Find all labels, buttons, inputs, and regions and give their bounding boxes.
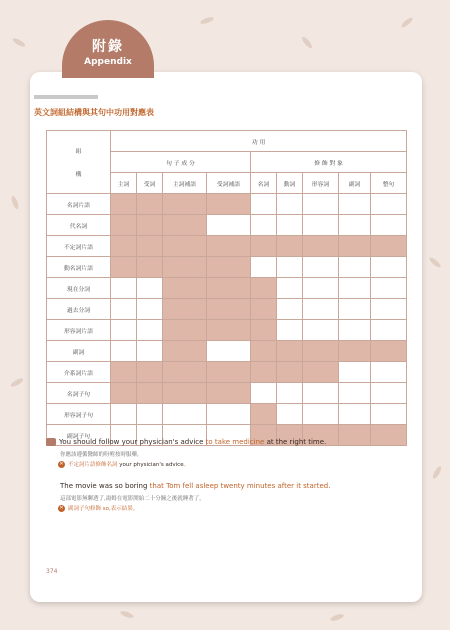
column-header: 主詞補語: [163, 173, 207, 194]
example-2-note: [58, 504, 138, 512]
table-cell-filled: [163, 236, 207, 257]
column-header: 副詞: [339, 173, 371, 194]
example-1-note-post: 。: [183, 462, 190, 468]
example-1-translation: 你應該遵循醫師的吩咐按時服藥。: [60, 452, 143, 458]
corner-top-label: 組: [75, 149, 82, 155]
row-label: 代名詞: [47, 215, 111, 236]
appendix-tab: [62, 20, 154, 78]
table-cell-empty: [339, 278, 371, 299]
table-cell-empty: [303, 404, 339, 425]
table-cell-empty: [339, 215, 371, 236]
table-cell-empty: [303, 320, 339, 341]
table-cell-empty: [371, 404, 407, 425]
table-row: [47, 320, 407, 341]
function-header: 功 用: [111, 131, 407, 152]
example-2-translation: 這部電影無聊透了,湯姆在電影開始二十分鐘之後就睡著了。: [60, 496, 205, 502]
table-cell-filled: [111, 257, 137, 278]
column-header: 名詞: [251, 173, 277, 194]
example-1-highlight: to take medicine: [205, 438, 265, 446]
table-cell-empty: [207, 341, 251, 362]
table-row: [47, 257, 407, 278]
table-cell-filled: [207, 362, 251, 383]
table-cell-empty: [303, 383, 339, 404]
table-cell-empty: [277, 278, 303, 299]
column-header: 整句: [371, 173, 407, 194]
table-cell-empty: [163, 404, 207, 425]
table-cell-empty: [207, 215, 251, 236]
table-cell-filled: [137, 236, 163, 257]
table-cell-filled: [339, 425, 371, 446]
row-label: 現在分詞: [47, 278, 111, 299]
table-cell-empty: [251, 194, 277, 215]
table-cell-empty: [339, 320, 371, 341]
table-cell-filled: [303, 362, 339, 383]
table-cell-empty: [111, 278, 137, 299]
table-cell-filled: [137, 257, 163, 278]
table-cell-filled: [111, 362, 137, 383]
table-cell-filled: [163, 278, 207, 299]
table-cell-filled: [163, 341, 207, 362]
table-cell-empty: [251, 257, 277, 278]
table-cell-empty: [371, 320, 407, 341]
table-cell-empty: [303, 194, 339, 215]
table-cell-filled: [371, 236, 407, 257]
example-2-pre: The movie was so boring: [60, 482, 150, 490]
table-cell-filled: [277, 362, 303, 383]
example-1-note: [58, 460, 189, 468]
table-row: [47, 341, 407, 362]
column-header: 形容詞: [303, 173, 339, 194]
table-cell-empty: [277, 383, 303, 404]
table-cell-filled: [137, 362, 163, 383]
table-cell-filled: [163, 194, 207, 215]
table-cell-empty: [137, 278, 163, 299]
table-cell-empty: [303, 278, 339, 299]
group-header-modify: 修 飾 對 象: [251, 152, 407, 173]
row-label: 介系詞片語: [47, 362, 111, 383]
table-cell-empty: [277, 404, 303, 425]
table-cell-filled: [251, 341, 277, 362]
table-cell-filled: [207, 278, 251, 299]
table-cell-filled: [111, 215, 137, 236]
table-cell-filled: [163, 215, 207, 236]
table-cell-filled: [251, 320, 277, 341]
table-row: [47, 383, 407, 404]
table-cell-empty: [371, 362, 407, 383]
table-cell-empty: [251, 383, 277, 404]
corner-bottom-label: 構: [75, 172, 82, 178]
table-cell-filled: [111, 194, 137, 215]
table-cell-empty: [137, 320, 163, 341]
example-1-note-pre: 不定詞片語修飾名詞: [68, 462, 118, 468]
column-header: 動詞: [277, 173, 303, 194]
example-badge-icon: [46, 438, 56, 446]
row-label: 形容詞子句: [47, 404, 111, 425]
table-cell-empty: [339, 404, 371, 425]
table-cell-filled: [207, 299, 251, 320]
page-title: 英文詞組結構與其句中功用對應表: [34, 108, 154, 117]
table-cell-filled: [137, 194, 163, 215]
table-corner-cell: [47, 131, 111, 194]
table-cell-filled: [163, 299, 207, 320]
appendix-tab-en: Appendix: [84, 57, 132, 67]
table-cell-filled: [207, 257, 251, 278]
table-cell-empty: [371, 215, 407, 236]
table-cell-empty: [371, 194, 407, 215]
table-row: [47, 299, 407, 320]
example-1-post: at the right time.: [264, 438, 327, 446]
note-marker-icon: ✕: [59, 505, 64, 511]
appendix-tab-zh: 附錄: [92, 39, 124, 55]
note-marker-icon: ✕: [59, 461, 64, 467]
row-label: 副詞: [47, 341, 111, 362]
table-row: [47, 404, 407, 425]
table-cell-filled: [251, 362, 277, 383]
table-cell-filled: [371, 341, 407, 362]
table-cell-filled: [303, 341, 339, 362]
column-header: 受詞補語: [207, 173, 251, 194]
table-cell-filled: [207, 194, 251, 215]
table-cell-empty: [111, 299, 137, 320]
table-cell-filled: [111, 383, 137, 404]
table-cell-empty: [371, 383, 407, 404]
table-row: [47, 194, 407, 215]
table-cell-empty: [339, 383, 371, 404]
table-cell-filled: [251, 236, 277, 257]
example-1: [46, 438, 326, 446]
table-cell-empty: [277, 215, 303, 236]
table-cell-filled: [339, 236, 371, 257]
function-table: [46, 130, 407, 446]
table-cell-filled: [371, 425, 407, 446]
table-cell-filled: [137, 215, 163, 236]
table-cell-filled: [163, 257, 207, 278]
table-cell-empty: [277, 257, 303, 278]
table-cell-filled: [163, 362, 207, 383]
table-cell-empty: [371, 257, 407, 278]
table-cell-filled: [339, 341, 371, 362]
table-cell-empty: [277, 320, 303, 341]
row-label: 過去分詞: [47, 299, 111, 320]
table-cell-empty: [111, 320, 137, 341]
table-row: [47, 236, 407, 257]
row-label: 動名詞片語: [47, 257, 111, 278]
table-cell-filled: [163, 320, 207, 341]
column-header: 主詞: [111, 173, 137, 194]
row-label: 形容詞片語: [47, 320, 111, 341]
table-cell-filled: [207, 383, 251, 404]
table-cell-empty: [371, 299, 407, 320]
table-cell-empty: [303, 257, 339, 278]
row-label: 副詞子句: [47, 425, 111, 446]
table-cell-empty: [277, 194, 303, 215]
table-cell-empty: [303, 215, 339, 236]
table-cell-empty: [339, 194, 371, 215]
table-cell-filled: [277, 236, 303, 257]
table-cell-filled: [207, 320, 251, 341]
table-cell-empty: [137, 341, 163, 362]
table-cell-empty: [111, 341, 137, 362]
table-cell-filled: [277, 341, 303, 362]
table-cell-empty: [339, 257, 371, 278]
table-cell-empty: [277, 299, 303, 320]
table-cell-empty: [339, 299, 371, 320]
group-header-sentence: 句 子 成 分: [111, 152, 251, 173]
table-cell-empty: [207, 404, 251, 425]
example-2: [60, 482, 330, 490]
row-label: 名詞片語: [47, 194, 111, 215]
table-cell-filled: [303, 236, 339, 257]
table-cell-empty: [339, 362, 371, 383]
example-1-note-hl: your physician's advice: [117, 462, 184, 468]
example-1-pre: You should follow your physician's advice: [59, 438, 206, 446]
table-cell-filled: [111, 236, 137, 257]
row-label: 名詞子句: [47, 383, 111, 404]
example-2-highlight: that Tom fell asleep twenty minutes after it started.: [149, 482, 331, 490]
table-row: [47, 278, 407, 299]
table-cell-empty: [137, 299, 163, 320]
title-rule: [34, 95, 98, 99]
table-row: [47, 362, 407, 383]
row-label: 不定詞片語: [47, 236, 111, 257]
table-cell-filled: [251, 278, 277, 299]
table-cell-filled: [137, 383, 163, 404]
table-row: [47, 215, 407, 236]
column-header: 受詞: [137, 173, 163, 194]
example-2-note-text: 副詞子句修飾 so,表示結果。: [68, 506, 139, 512]
table-cell-filled: [207, 236, 251, 257]
table-cell-filled: [251, 404, 277, 425]
table-cell-filled: [251, 299, 277, 320]
table-cell-empty: [303, 299, 339, 320]
table-cell-empty: [111, 404, 137, 425]
table-cell-empty: [371, 278, 407, 299]
table-cell-empty: [251, 215, 277, 236]
table-cell-empty: [137, 404, 163, 425]
table-cell-filled: [163, 383, 207, 404]
page-number: 374: [46, 568, 58, 575]
